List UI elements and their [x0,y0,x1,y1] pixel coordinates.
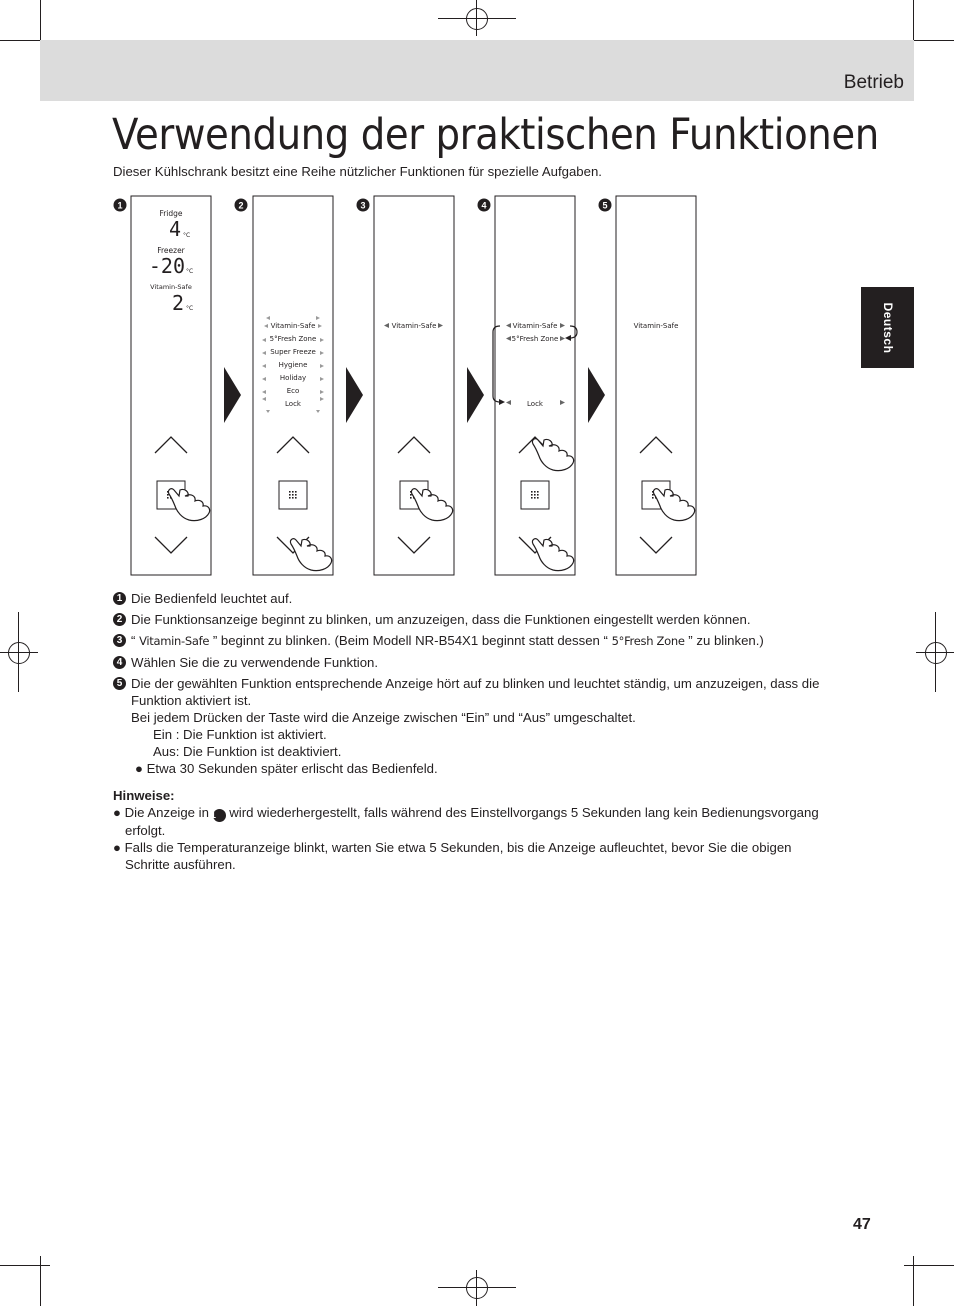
transition-arrow-icon [588,367,605,423]
panel-2 [253,196,333,575]
language-tab-label: Deutsch [880,302,895,353]
note-text: ● Die Anzeige in [113,805,209,820]
display-text: 5°Fresh Zone [611,634,685,648]
notes-title: Hinweise: [113,788,175,803]
transition-arrow-icon [224,367,241,423]
step-text: ” beginnt zu blinken. (Beim Modell NR-B54X1 beginnt statt dessen “ [212,633,608,648]
control-panel-illustration [0,0,954,600]
page-number: 47 [853,1216,871,1233]
step-text: Die Bedienfeld leuchtet auf. [131,591,293,606]
step-number: 3 [360,200,366,211]
function-item: Hygiene [278,361,308,369]
step-text: ● Etwa 30 Sekunden später erlischt das Bedienfeld. [135,761,438,776]
step-text: Wählen Sie die zu verwendende Funktion. [131,655,379,670]
function-item: Super Freeze [270,348,316,356]
fridge-value: 4 [168,217,181,241]
step-number: 2 [113,613,126,626]
step-2 [113,611,833,628]
note-text: wird wiederhergestellt, falls während des Einstellvorgangs 5 Sekunden lang kein Bedienungsvorgang erfolgt. [125,805,819,838]
display-text: Vitamin-Safe [139,634,210,648]
page-title: Verwendung der praktischen Funktionen [112,110,879,160]
function-item: 5°Fresh Zone [269,335,317,343]
fridge-label: Fridge [159,209,183,218]
function-item: 5°Fresh Zone [511,335,559,343]
section-label: Betrieb [843,72,904,93]
step-number: 1 [113,592,126,605]
function-item: Vitamin-Safe [391,322,437,330]
function-item: Lock [285,400,301,408]
key-button-icon [279,481,307,509]
step-number: 3 [113,634,126,647]
function-item: Vitamin-Safe [270,322,316,330]
vitamin-safe-value: 2 [171,291,184,315]
step-3 [113,632,833,650]
note-item: ● Falls die Temperaturanzeige blinkt, warten Sie etwa 5 Sekunden, bis die Anzeige aufleuchtet, bevor Sie die obigen Schritte ausführen. [113,840,792,872]
temp-unit: °C [186,268,194,275]
function-item: Holiday [279,374,307,382]
note-item [113,804,833,839]
temp-unit: °C [186,305,194,312]
step-number: 4 [113,656,126,669]
intro-text: Dieser Kühlschrank besitzt eine Reihe nützlicher Funktionen für spezielle Aufgaben. [113,164,602,179]
step-number: 1 [213,809,226,822]
step-5 [113,675,833,777]
step-text: Aus: Die Funktion ist deaktiviert. [153,744,342,759]
freezer-label: Freezer [157,246,185,255]
transition-arrow-icon [467,367,484,423]
temp-unit: °C [183,232,191,239]
step-text: ” zu blinken.) [688,633,764,648]
step-text: “ [131,633,136,648]
step-1 [113,590,833,607]
instruction-text [113,590,833,873]
step-number: 4 [481,200,487,211]
step-number: 1 [117,200,123,211]
step-text: Die der gewählten Funktion entsprechende Anzeige hört auf zu blinken und leuchtet ständig, um anzuzeigen, dass die Funktion aktiviert ist. [131,676,820,708]
key-button-icon [521,481,549,509]
step-text: Ein : Die Funktion ist aktiviert. [153,727,327,742]
function-item: Eco [286,387,300,395]
function-item: Vitamin-Safe [633,322,679,330]
panel-4 [495,196,575,575]
step-text: Die Funktionsanzeige beginnt zu blinken, um anzuzeigen, dass die Funktionen eingestellt werden können. [131,612,751,627]
function-item: Lock [527,400,543,408]
notes [113,787,833,873]
step-text: Bei jedem Drücken der Taste wird die Anzeige zwischen “Ein” und “Aus” umgeschaltet. [131,710,636,725]
function-item: Vitamin-Safe [512,322,558,330]
step-number: 2 [238,200,244,211]
step-number: 5 [602,200,608,211]
freezer-value: -20 [148,254,185,278]
step-4 [113,654,833,671]
vitamin-safe-label: Vitamin-Safe [150,283,192,291]
transition-arrow-icon [346,367,363,423]
step-number: 5 [113,677,126,690]
